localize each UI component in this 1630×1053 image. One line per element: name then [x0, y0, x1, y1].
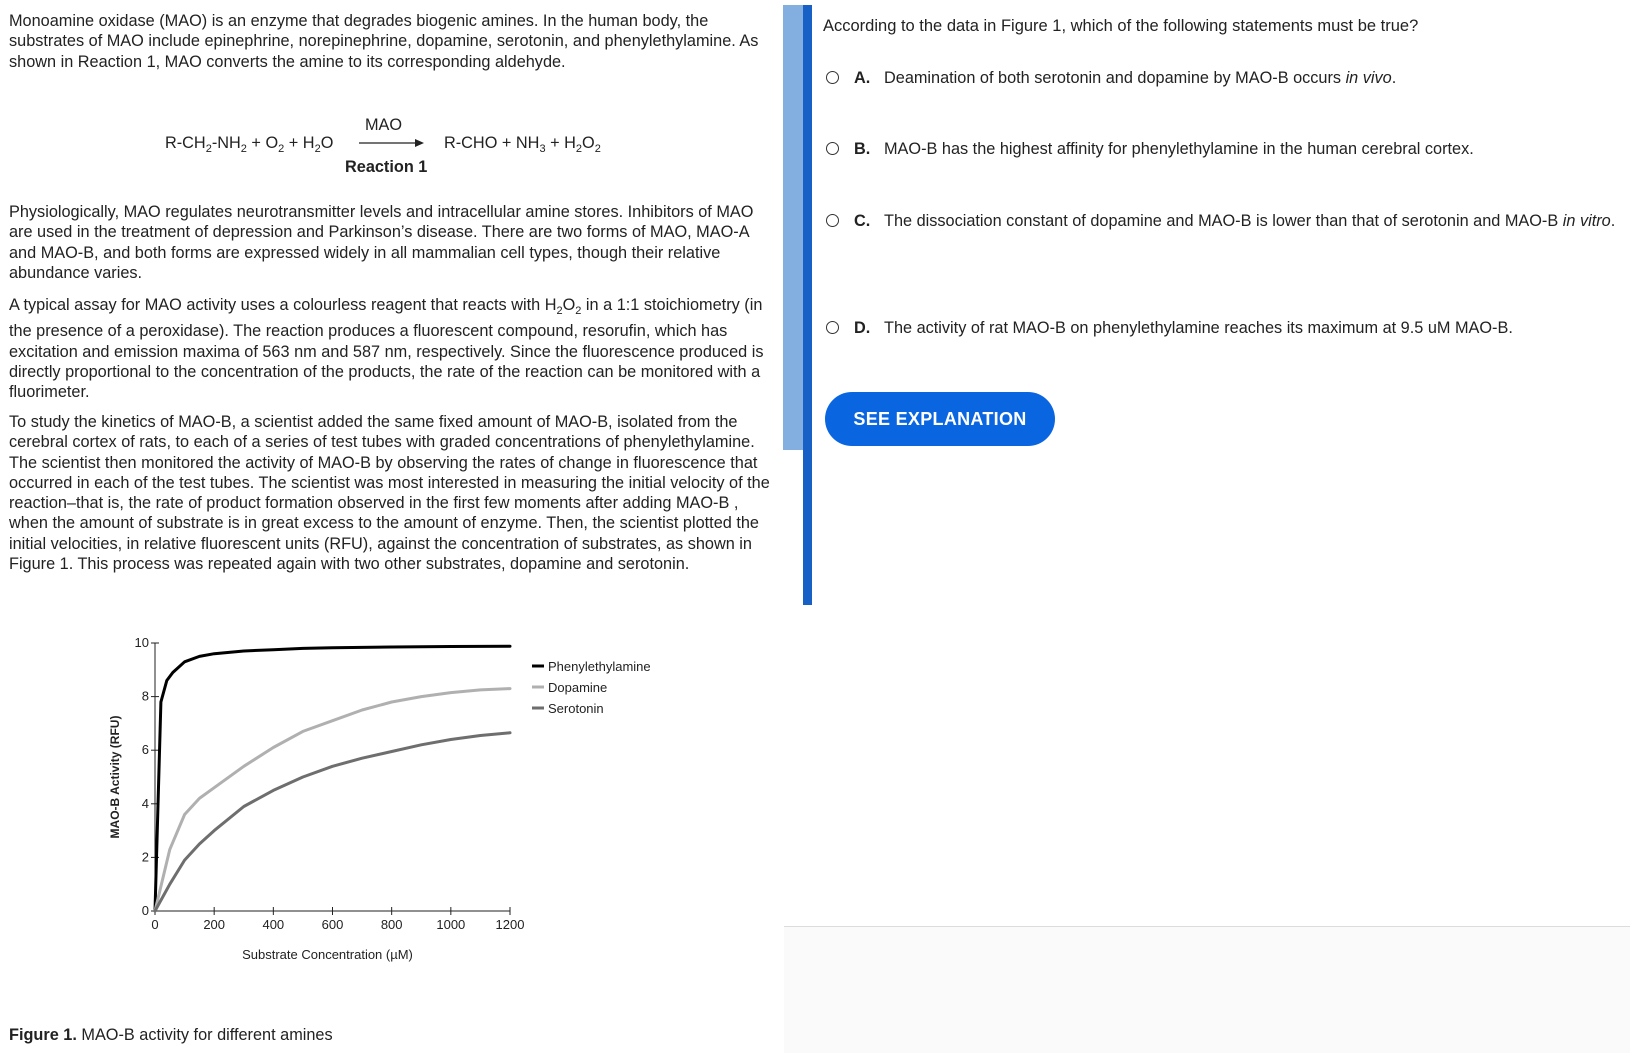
passage-paragraph-3: A typical assay for MAO activity uses a colourless reagent that reacts with $H_2O_2$ in a 1:1 stoichiometry (in the presence of a peroxidase). The reaction produces a fluorescent compound, resorufin, which has excitation and emission maxima of 563 nm and 587 nm, respectively. Since the fluorescence produced is directly proportional to the concentration of the products, the rate of the reaction can be monitored with a fluorimeter. [9, 296, 764, 402]
series-line-dopamine [155, 689, 510, 911]
series-line-phenylethylamine [155, 646, 510, 911]
radio-icon[interactable] [826, 142, 839, 155]
y-tick-label: 10 [134, 635, 149, 650]
reaction-equation [9, 110, 769, 180]
reaction-reactants: $R-CH_2-NH_2 + O_2 + H_2O$ [165, 134, 334, 155]
passage-paragraph-1: Monoamine oxidase (MAO) is an enzyme that degrades biogenic amines. In the human body, the substrates of MAO include epinephrine, norepinephrine, dopamine, serotonin, and phenylethylamine. As shown in Reaction 1, MAO converts the amine to its corresponding aldehyde. [9, 12, 759, 71]
legend-label-serotonin: Serotonin [548, 701, 604, 716]
scrollbar-thumb[interactable] [783, 5, 803, 450]
radio-icon[interactable] [826, 321, 839, 334]
reaction-label: Reaction 1 [345, 158, 428, 176]
panel-divider [803, 5, 812, 605]
y-tick-label: 0 [141, 903, 149, 918]
series-line-serotonin [155, 733, 510, 911]
figure-caption: Figure 1. MAO-B activity for different amines [9, 1026, 333, 1044]
question-prompt: According to the data in Figure 1, which of the following statements must be true? [823, 17, 1419, 35]
reaction-enzyme-label: MAO [365, 116, 403, 134]
right-footer-area [784, 926, 1630, 1053]
y-tick-label: 8 [141, 688, 149, 704]
radio-icon[interactable] [826, 214, 839, 227]
x-tick-label: 1200 [495, 917, 525, 932]
y-axis-label: MAO-B Activity (RFU) [108, 715, 122, 839]
chart-svg [100, 628, 700, 968]
x-tick-label: 200 [203, 917, 226, 932]
x-tick-label: 1000 [436, 917, 466, 932]
x-tick-label: 800 [380, 917, 403, 932]
legend-label-phenylethylamine: Phenylethylamine [548, 659, 651, 674]
y-tick-label: 2 [141, 849, 149, 865]
y-tick-label: 6 [141, 742, 149, 758]
see-explanation-button[interactable]: SEE EXPLANATION [825, 392, 1055, 446]
y-tick-label: 4 [141, 795, 149, 811]
radio-icon[interactable] [826, 71, 839, 84]
x-tick-label: 600 [321, 917, 344, 932]
x-tick-label: 0 [151, 917, 159, 932]
reaction-arrow-icon [359, 138, 425, 148]
x-axis-label: Substrate Concentration (µM) [242, 947, 413, 962]
passage-paragraph-2: Physiologically, MAO regulates neurotransmitter levels and intracellular amine stores. Inhibitors of MAO are used in the treatment of depression and Parkinson’s disease. There are two forms of MAO, MAO-A and MAO-B, and both forms are expressed widely in all mammalian cell types, though their relative abundance varies. [9, 203, 754, 282]
figure-1-chart [100, 628, 700, 968]
x-tick-label: 400 [262, 917, 285, 932]
legend-label-dopamine: Dopamine [548, 680, 608, 695]
reaction-products: $R-CHO + NH_3 + H_2O_2$ [444, 134, 601, 155]
passage-paragraph-4: To study the kinetics of MAO-B, a scientist added the same fixed amount of MAO-B, isolated from the cerebral cortex of rats, to each of a series of test tubes with graded concentrations of phenylethylamine. The scientist then monitored the activity of MAO-B by observing the rates of change in fluorescence that occurred in each of the test tubes. The scientist was most interested in measuring the initial velocity of the reaction–that is, the rate of product formation observed in the first few moments after adding MAO-B , when the amount of substrate is in great excess to the amount of enzyme. Then, the scientist plotted the initial velocities, in relative fluorescent units (RFU), against the concentration of substrates, as shown in Figure 1. This process was repeated again with two other substrates, dopamine and serotonin. [9, 413, 770, 574]
